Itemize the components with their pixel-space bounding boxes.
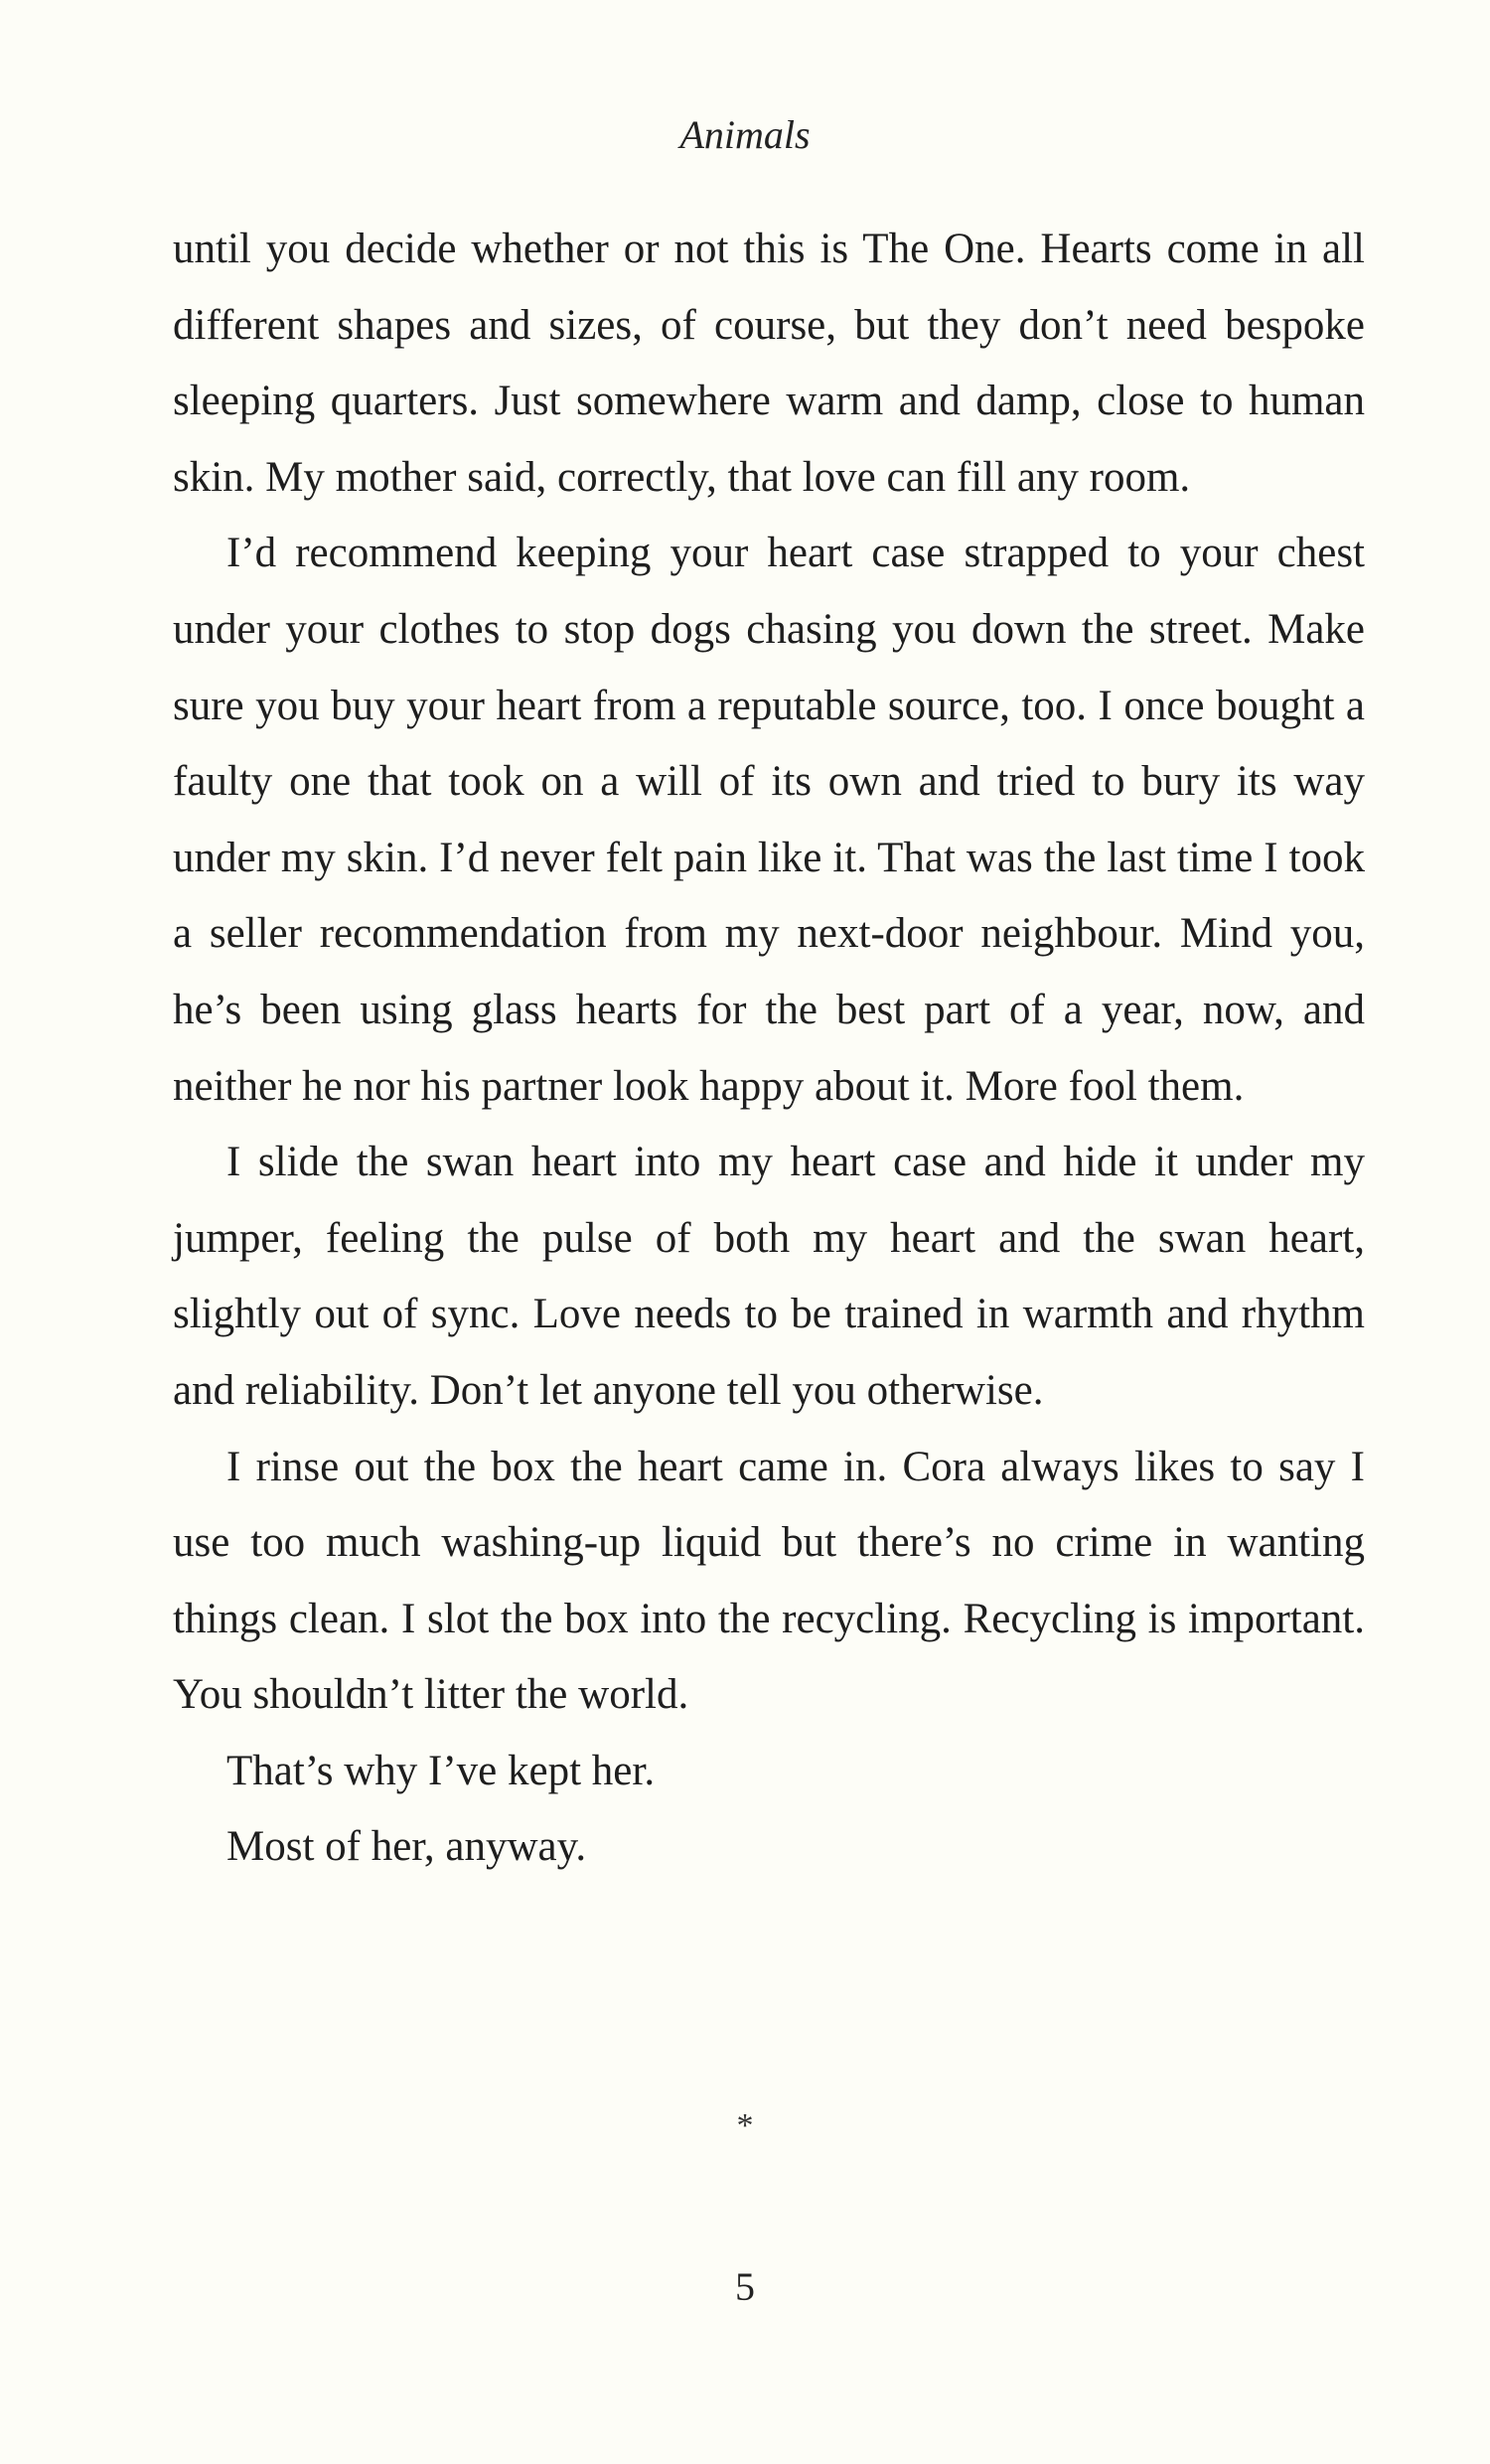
page-number: 5 <box>735 2264 755 2309</box>
paragraph-3: I slide the swan heart into my heart case and hide it under my jumper, feeling the pulse of both my heart and the swan heart, slightly out of sync. Love needs to be trained in warmth and rhythm and reliability. Don’t let anyone tell you otherwise. <box>173 1139 1365 1414</box>
section-break-asterisk: * <box>736 2107 754 2144</box>
paragraph-1: until you decide whether or not this is The One. Hearts come in all different shapes and sizes, of course, but they don’t need bespoke sleeping quarters. Just somewhere warm and damp, close to human skin. My mother said, correctly, that love can fill any room. <box>173 226 1365 501</box>
running-head: Animals <box>679 112 811 157</box>
body-text <box>173 212 1365 1886</box>
paragraph-5: That’s why I’ve kept her. <box>226 1747 656 1794</box>
paragraph-4: I rinse out the box the heart came in. Cora always likes to say I use too much washing-up liquid but there’s no crime in wanting things clean. I slot the box into the recycling. Recycling is important. You shouldn’t litter the world. <box>173 1443 1365 1719</box>
paragraph-2: I’d recommend keeping your heart case strapped to your chest under your clothes to stop dogs chasing you down the street. Make sure you buy your heart from a reputable source, too. I once bought a faulty one that took on a will of its own and tried to bury its way under my skin. I’d never felt pain like it. That was the last time I took a seller recommendation from my next-door neighbour. Mind you, he’s been using glass hearts for the best part of a year, now, and neither he nor his partner look happy about it. More fool them. <box>173 530 1365 1110</box>
paragraph-6: Most of her, anyway. <box>226 1823 587 1871</box>
